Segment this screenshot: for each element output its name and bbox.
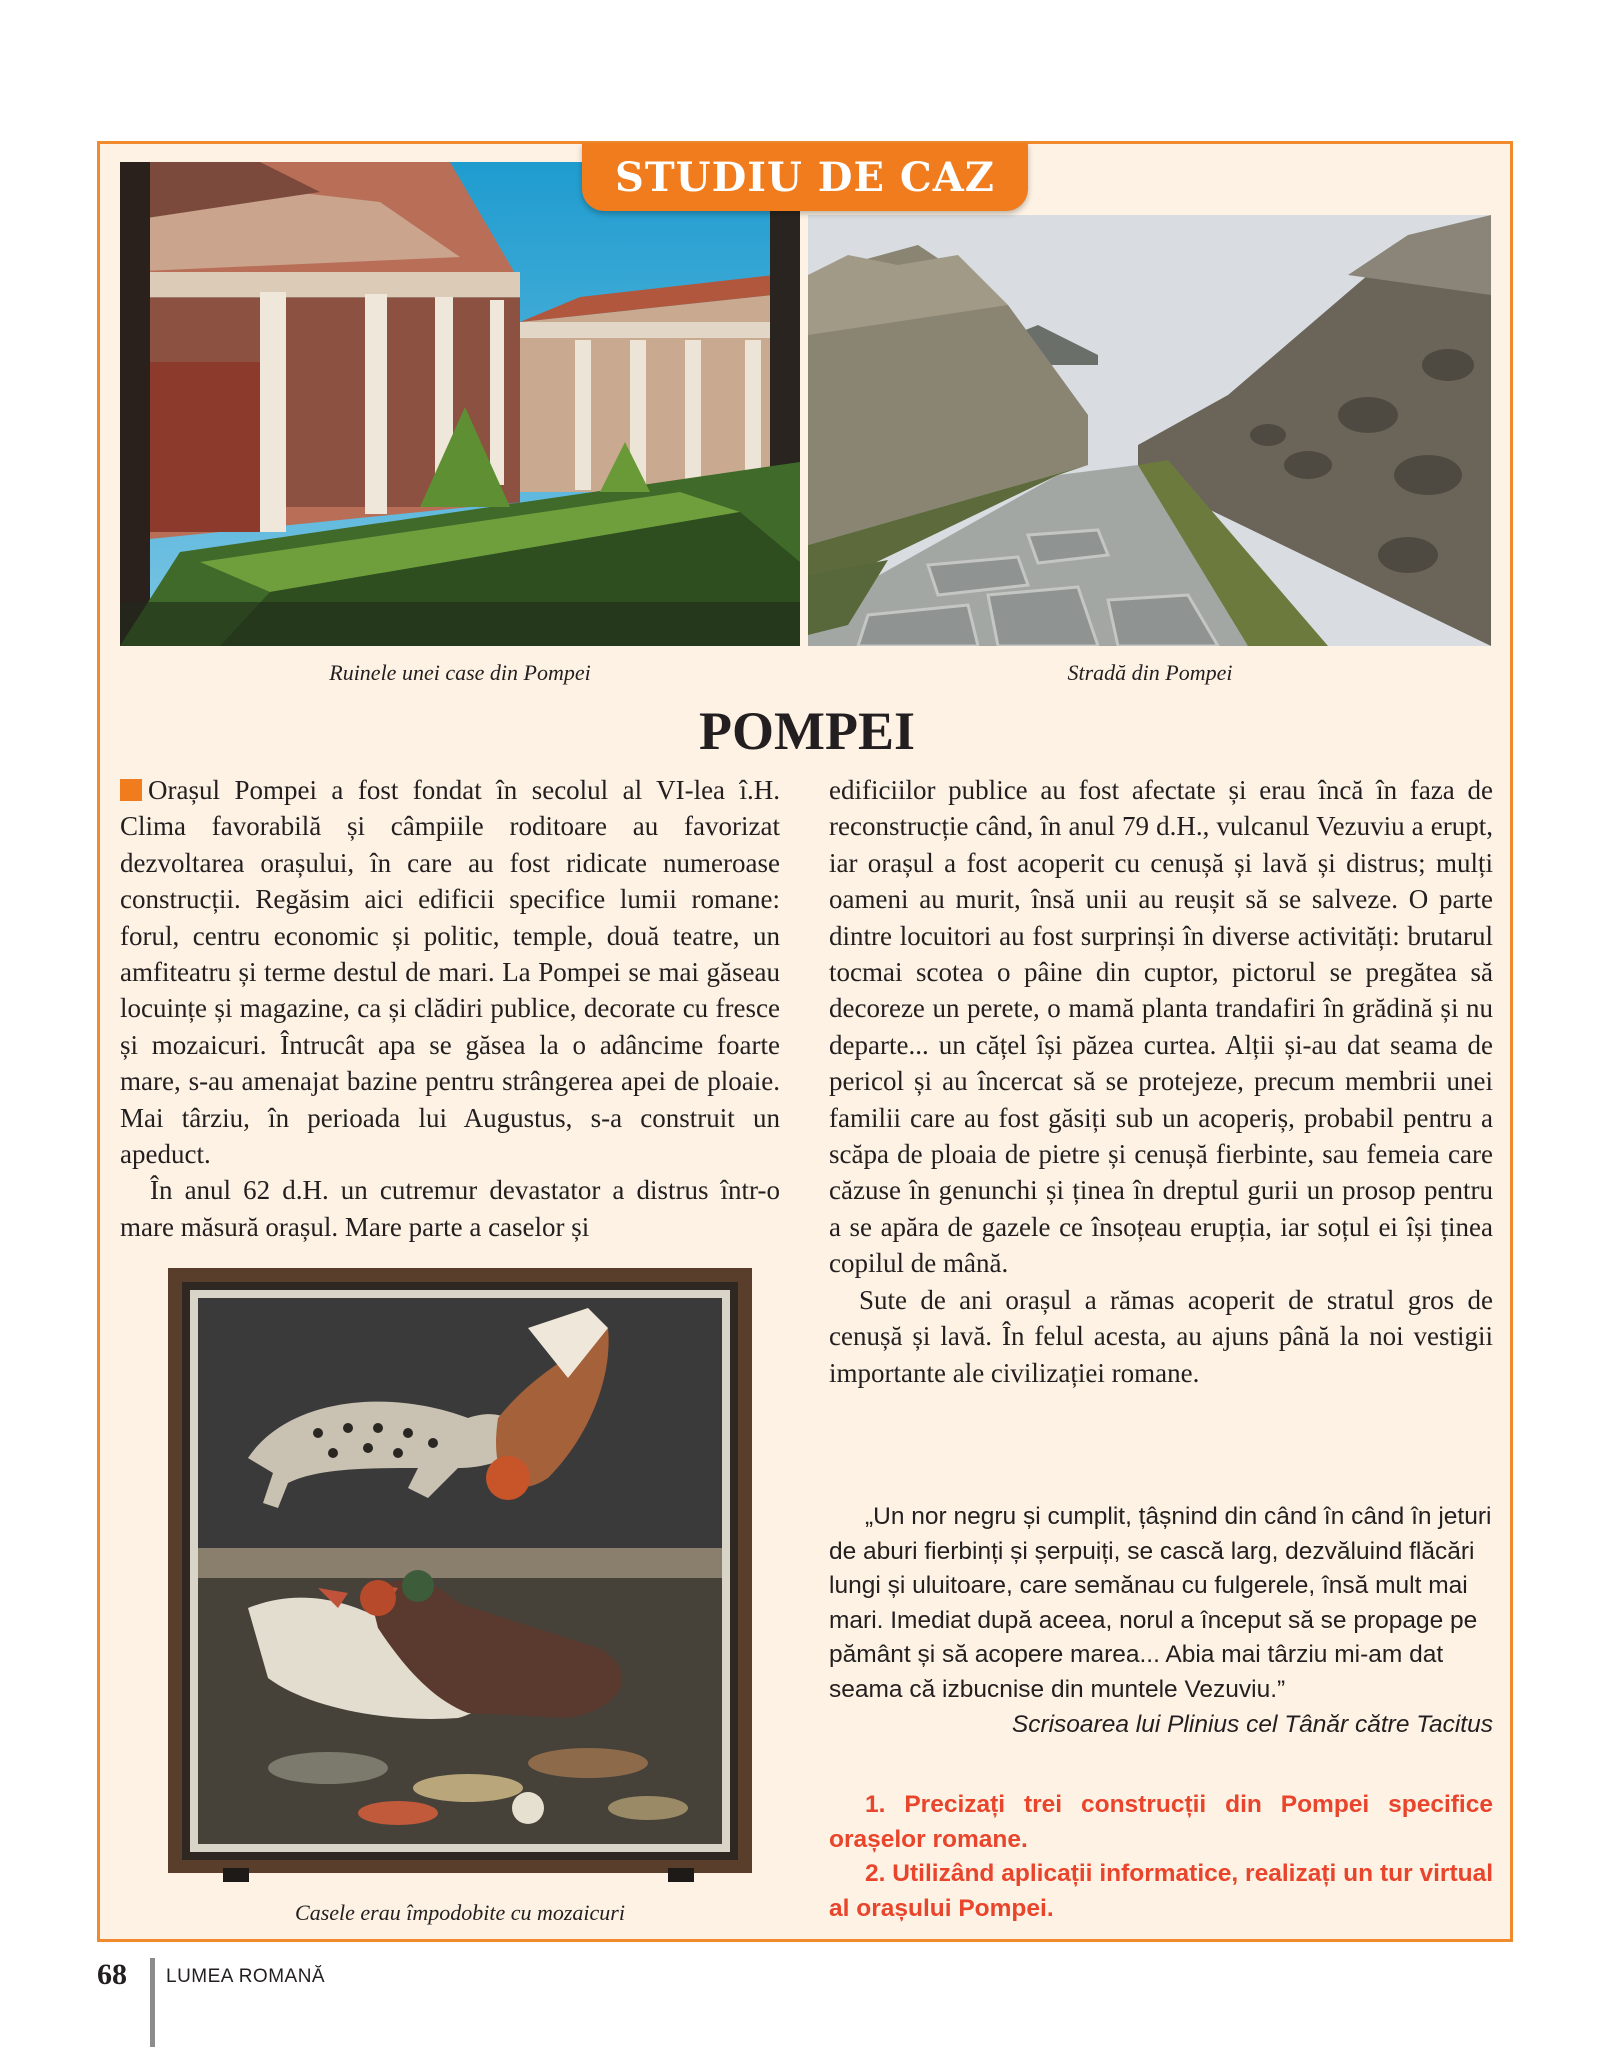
tasks-block: [829, 1788, 1493, 1926]
house-ruins-photo: [120, 162, 800, 646]
quote-source: Scrisoarea lui Plinius cel Tânăr către Tacitus: [1011, 1711, 1493, 1738]
task-2: 2. Utilizând aplicații informatice, realizați un tur virtual al orașului Pompei.: [829, 1860, 1493, 1922]
quote-block: [829, 1500, 1493, 1708]
mosaic-photo: [168, 1268, 752, 1890]
section-label: LUMEA ROMANĂ: [166, 1966, 326, 1987]
task-1: 1. Precizați trei construcții din Pompei specifice orașelor romane.: [829, 1791, 1493, 1853]
street-photo: [808, 215, 1491, 646]
orange-square-icon: [120, 779, 142, 801]
right-column: [829, 772, 1493, 1391]
left-paragraph-2: În anul 62 d.H. un cutremur devastator a distrus într-o mare măsură orașul. Mare parte a caselor și: [120, 1175, 780, 1242]
left-paragraph-1: [120, 772, 780, 1172]
mosaic-caption: Casele erau împodobite cu mozaicuri: [295, 1900, 625, 1925]
right-paragraph-1: edificiilor publice au fost afectate și erau încă în faza de reconstrucție când, în anul 79 d.H., vulcanul Vezuviu a erupt, iar orașul a fost acoperit cu cenușă și lavă și distrus; mulți oameni au murit, însă unii au reușit să se salveze. O parte dintre locuitori au fost surprinși în diverse activități: brutarul tocmai scotea o pâine din cuptor, pictorul se pregătea să decoreze un perete, o mamă planta trandafiri în grădină și nu departe... un cățel își păzea curtea. Alții și-au dat seama de pericol și au încercat să se protejeze, precum membrii unei familii care au fost găsiți sub un acoperiș, probabil pentru a scăpa de ploaia de pietre și cenușă fierbinte, sau femeia care căzuse în genunchi și ținea în dreptul gurii un prosop pentru a se apăra de gazele ce însoțeau erupția, iar soțul ei își ținea copilul de mână.: [829, 775, 1493, 1279]
house-ruins-caption: Ruinele unei case din Pompei: [329, 660, 591, 685]
street-caption: Stradă din Pompei: [1067, 660, 1233, 685]
footer-divider: [150, 1958, 155, 2047]
quote-text: „Un nor negru și cumplit, țâșnind din când în când în jeturi de aburi fierbinți și șerpuiți, se cască larg, dezvăluind flăcări lungi și uluitoare, care semănau cu fulgerele, însă mult mai mari. Imediat după aceea, norul a început să se propage pe pământ și să acopere marea... Abia mai târziu mi-am dat seama că izbucnise din muntele Vezuviu.”: [829, 1503, 1492, 1703]
right-paragraph-2: Sute de ani orașul a rămas acoperit de stratul gros de cenușă și lavă. În felul acesta, au ajuns până la noi vestigii importante ale civilizației romane.: [829, 1284, 1493, 1388]
case-study-banner: STUDIU DE CAZ: [582, 143, 1028, 211]
left-column: [120, 772, 780, 1245]
page-title: POMPEI: [699, 701, 915, 761]
left-paragraph-1-text: Orașul Pompei a fost fondat în secolul al VI-lea î.H. Clima favorabilă și câmpiile roditoare au favorizat dezvoltarea orașului, în care au fost ridicate numeroase construcții. Regăsim aici edificii specifice lumii romane: forul, centru economic și politic, temple, două teatre, un amfiteatru și terme destul de mari. La Pompei se mai găseau locuințe și magazine, ca și clădiri publice, decorate cu fresce și mozaicuri. Întrucât apa se găsea la o adâncime foarte mare, s-au amenajat bazine pentru strângerea apei de ploaie. Mai târziu, în perioada lui Augustus, s-a construit un apeduct.: [120, 775, 780, 1170]
page-number: 68: [97, 1958, 127, 1991]
